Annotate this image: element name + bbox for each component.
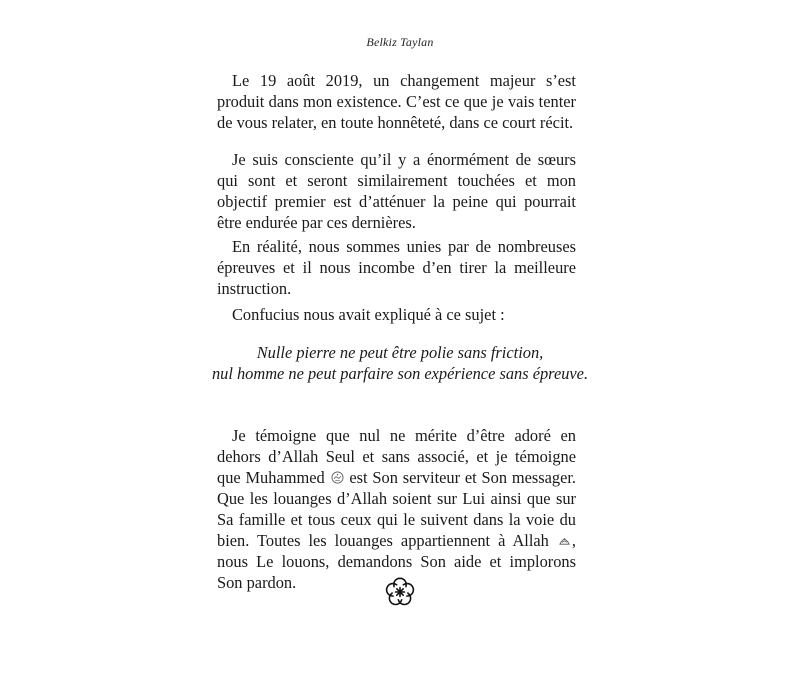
paragraph-3-text: En réalité, nous sommes unies par de nombreuses épreuves et il nous incombe d’en tirer la meilleure instruction. <box>217 237 576 298</box>
quote-line-1: Nulle pierre ne peut être polie sans friction, <box>256 343 544 362</box>
paragraph-4 <box>217 304 576 325</box>
subhanahu-calligraphy-icon <box>558 534 571 547</box>
flower-ornament-icon <box>384 576 416 608</box>
paragraph-3 <box>217 236 576 299</box>
paragraph-5-part-1: Je témoigne que nul ne mérite d’être adoré en dehors d’Allah Seul et sans associé, et je témoigne que Muhammed <box>217 426 576 487</box>
paragraph-4-text: Confucius nous avait expliqué à ce sujet : <box>232 305 505 324</box>
paragraph-5-text <box>217 425 576 593</box>
paragraph-5 <box>217 425 576 593</box>
paragraph-5-part-2: est Son serviteur et Son messager. Que les louanges d’Allah soient sur Lui ainsi que sur Sa famille et tous ceux qui le suivent dans la voie du bien. Toutes les louanges appartiennent à Allah <box>217 468 577 550</box>
paragraph-2 <box>217 149 576 233</box>
paragraph-5-part-3: , nous Le louons, demandons Son aide et implorons Son pardon. <box>217 531 576 592</box>
running-head-author: Belkiz Taylan <box>366 35 434 49</box>
confucius-quote <box>150 342 650 384</box>
paragraph-1 <box>217 70 576 133</box>
paragraph-2-text: Je suis consciente qu’il y a énormément de sœurs qui sont et seront similairement touchées et mon objectif premier est d’atténuer la peine qui pourrait être endurée par ces dernières. <box>217 150 576 232</box>
quote-line-2: nul homme ne peut parfaire son expérience sans épreuve. <box>211 364 589 383</box>
paragraph-1-text: Le 19 août 2019, un changement majeur s’est produit dans mon existence. C’est ce que je vais tenter de vous relater, en toute honnêteté, dans ce court récit. <box>217 71 576 132</box>
salawat-calligraphy-icon <box>331 471 344 484</box>
